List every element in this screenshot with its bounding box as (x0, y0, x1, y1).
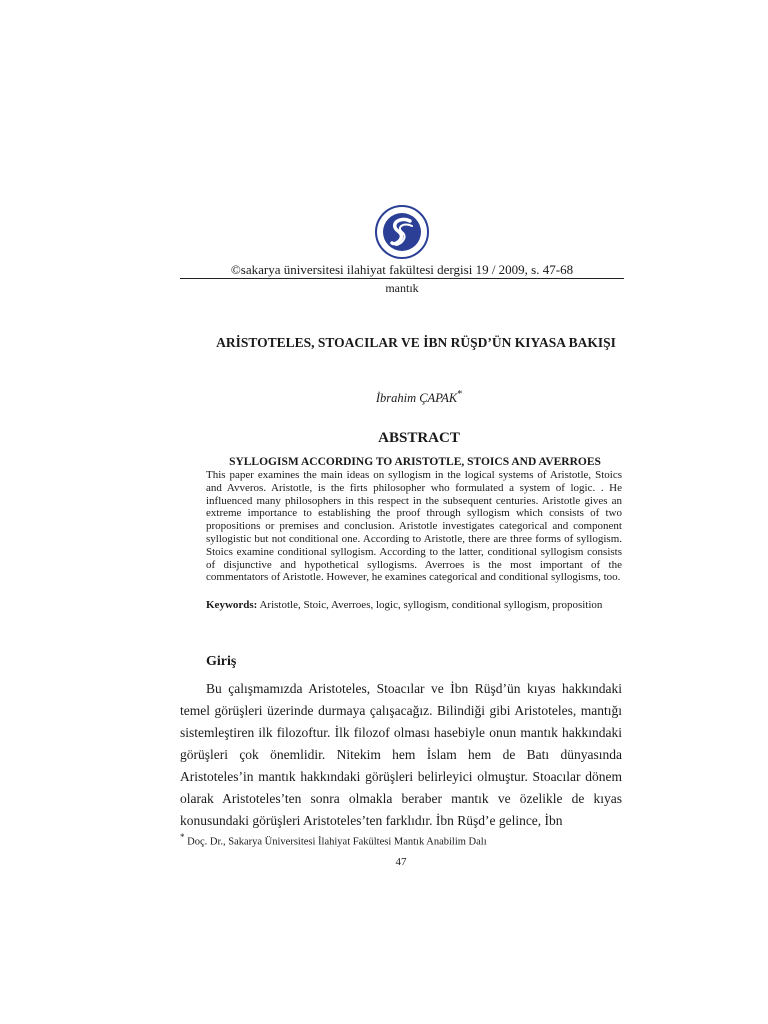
abstract-body: This paper examines the main ideas on syllogism in the logical systems of Aristotle, Stoics and Avveros. Aristotle, is the firts philosopher who formulated a system of logic. . He influenced many philosophers in this respect in the subsequent centuries. Aristotle gives an extreme importance to establishing the proof through syllogism which consists of two propositions or premises and conclusion. Aristotle investigates categorical and component syllogistic but not conditional one. According to Aristotle, there are three forms of syllogism. Stoics examine conditional syllogism. According to the latter, conditional syllogism consists of disjunctive and hypothetical syllogisms. Averroes is the most important of the commentators of Aristotle. However, he examines categorical and conditional syllogisms, too. (206, 469, 622, 584)
article-title: ARİSTOTELES, STOACILAR VE İBN RÜŞD’ÜN KIYASA BAKIŞI (216, 335, 616, 350)
abstract-subheading: SYLLOGISM ACCORDING TO ARISTOTLE, STOICS AND AVERROES (229, 456, 601, 468)
footnote (180, 830, 622, 850)
author-line (300, 389, 538, 406)
keywords (206, 599, 622, 612)
journal-citation: ©sakarya üniversitesi ilahiyat fakültesi dergisi 19 / 2009, s. 47-68 (230, 262, 574, 277)
university-logo (374, 204, 430, 260)
footnote-mark: * (180, 832, 185, 842)
section-heading-giris: Giriş (206, 654, 237, 669)
page-number: 47 (395, 856, 407, 868)
keywords-label: Keywords: (206, 599, 258, 611)
author-footnote-mark: * (457, 389, 463, 400)
keywords-list: Aristotle, Stoic, Averroes, logic, syllogism, conditional syllogism, proposition (257, 599, 603, 611)
header-rule (180, 278, 624, 279)
intro-paragraph: Bu çalışmamızda Aristoteles, Stoacılar ve İbn Rüşd’ün kıyas hakkındaki temel görüşleri üzerinde durmaya çalışacağız. Bilindiği gibi Aristoteles, mantığı sistemleştiren ilk filozoftur. İlk filozof olması hasebiyle onun mantık hakkındaki görüşleri çok önemlidir. Nitekim hem İslam hem de Batı dünyasında Aristoteles’in mantık hakkındaki görüşleri belirleyici olmuştur. Stoacılar dönem olarak Aristoteles’ten sonra olmakla beraber mantık ve özelikle de kıyas konusundaki görüşleri Aristoteles’ten farklıdır. İbn Rüşd’e gelince, İbn (180, 681, 622, 828)
abstract-heading: ABSTRACT (378, 430, 460, 446)
footnote-text: Doç. Dr., Sakarya Üniversitesi İlahiyat Fakültesi Mantık Anabilim Dalı (184, 836, 487, 848)
author-name: İbrahim ÇAPAK (375, 391, 458, 406)
section-tag: mantık (385, 281, 419, 295)
